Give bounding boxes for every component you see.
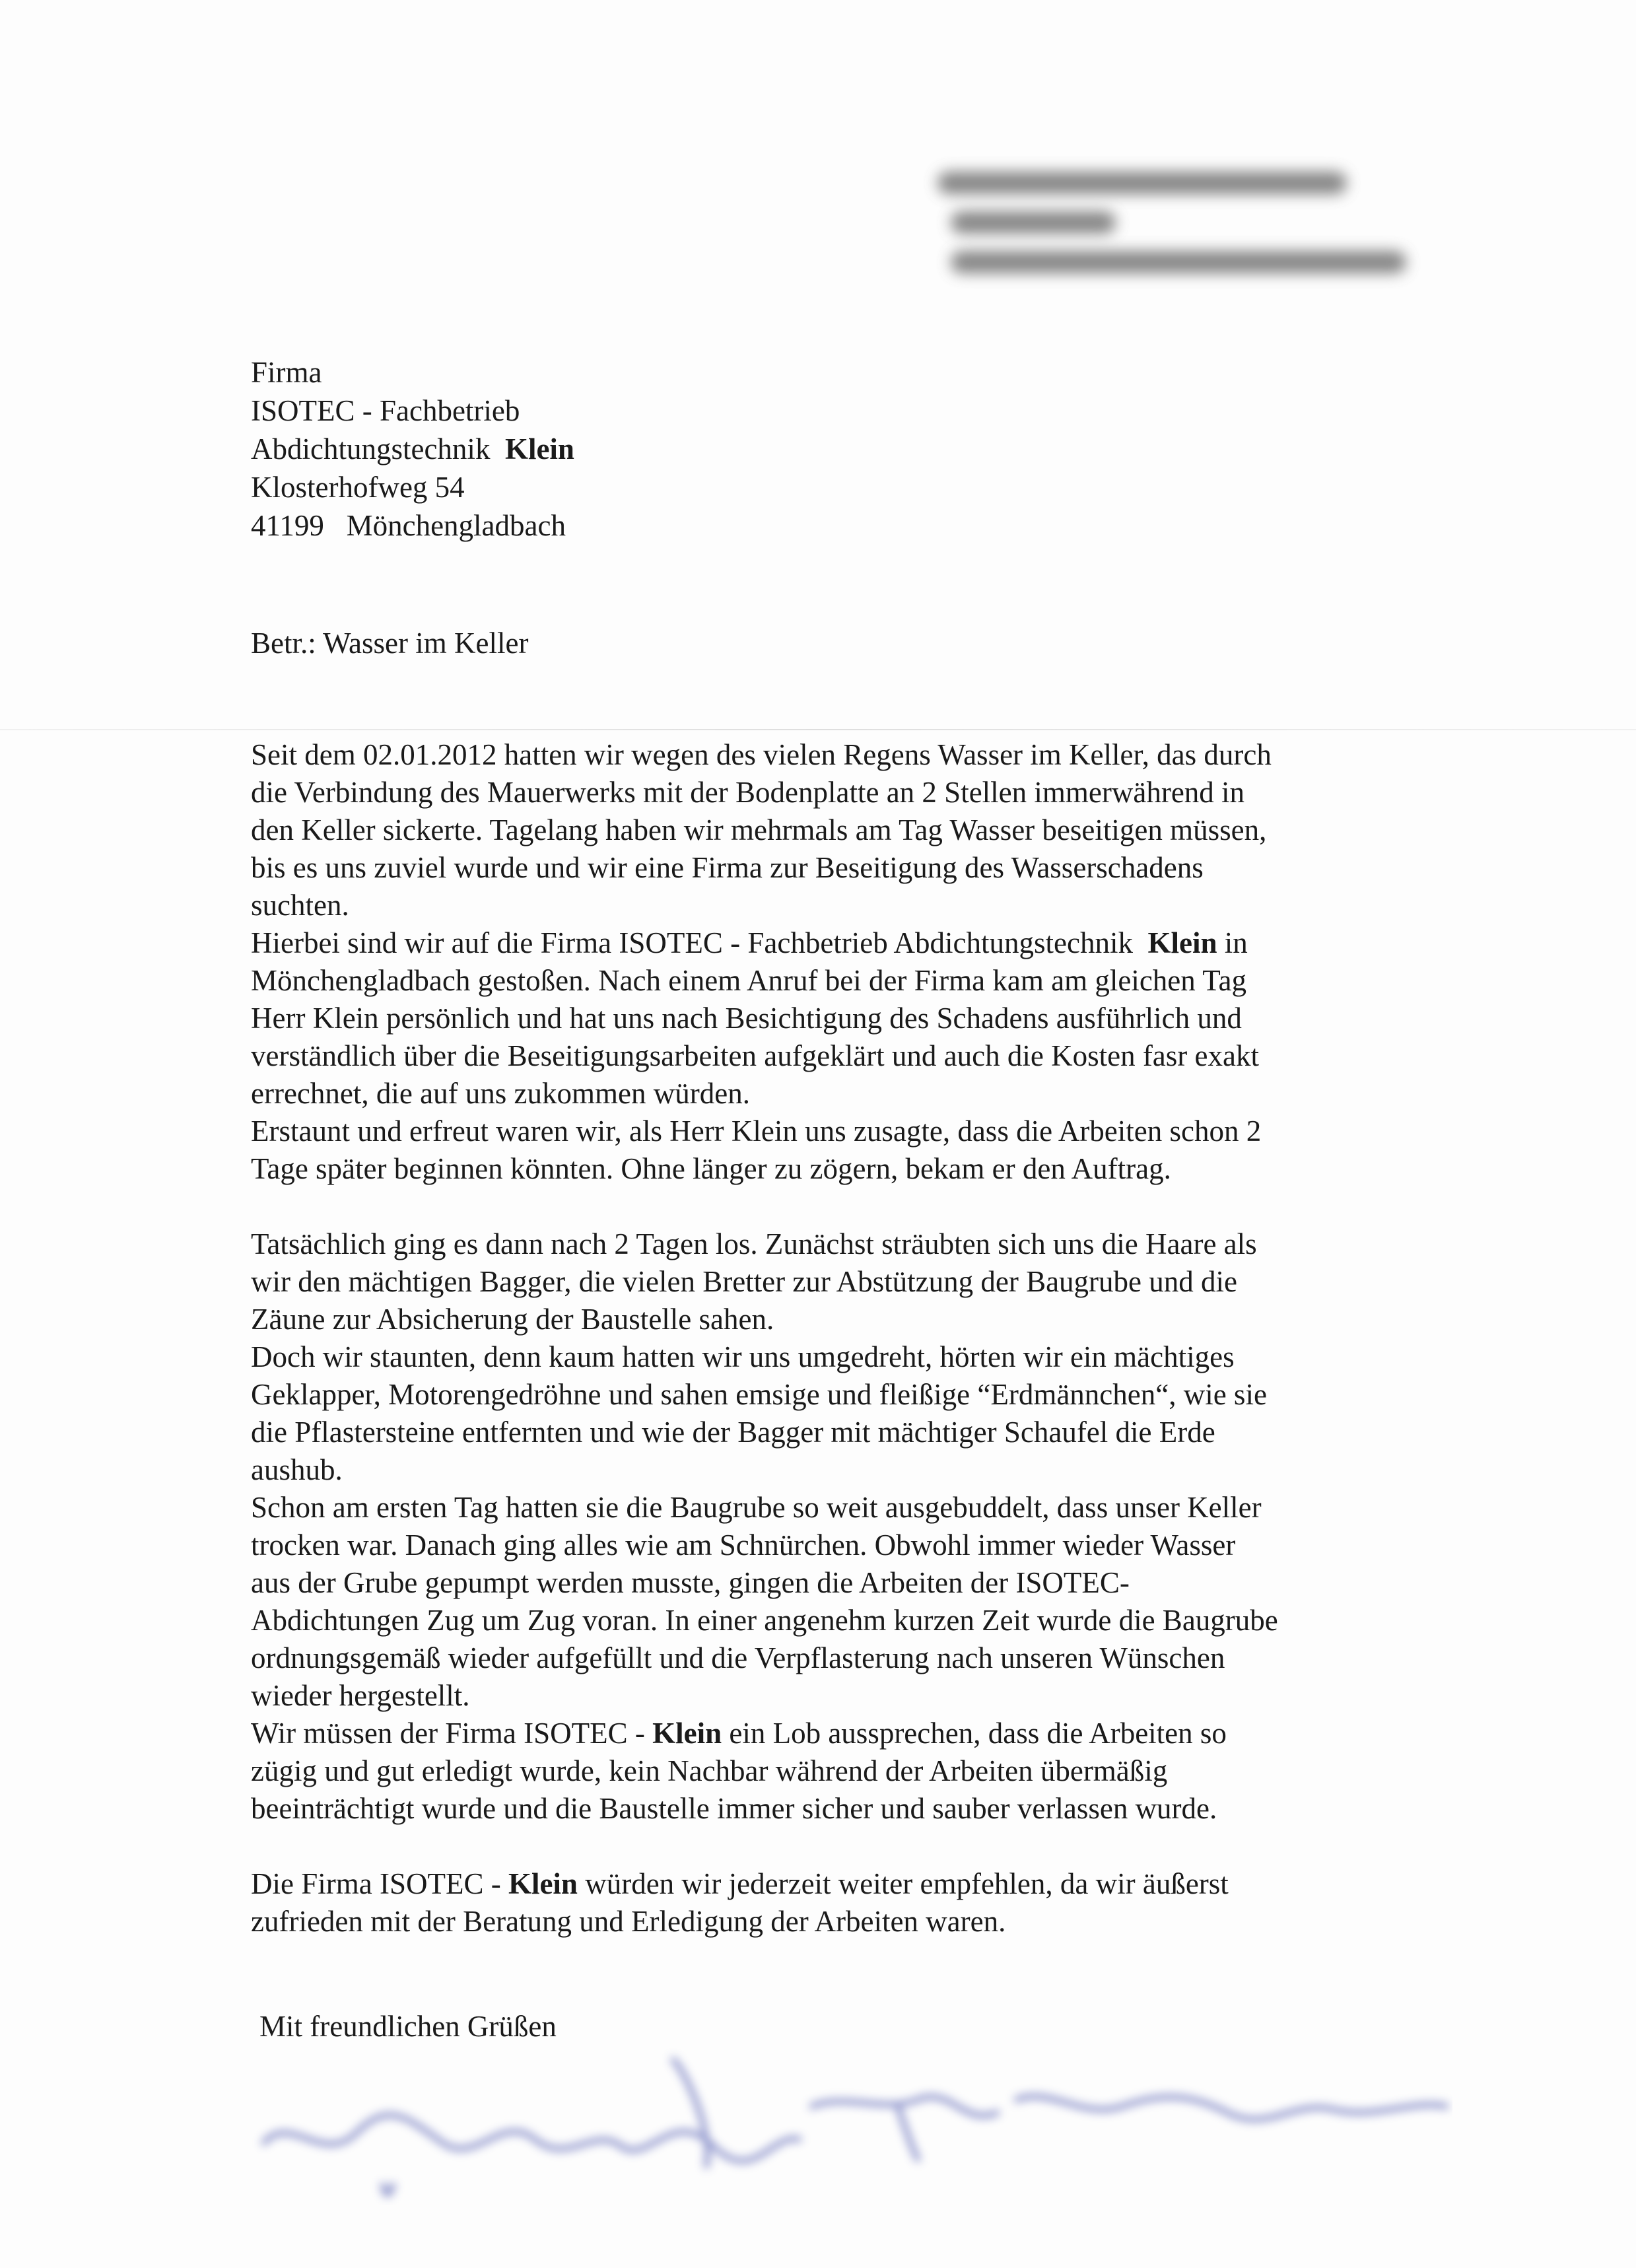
body-line: den Keller sickerte. Tagelang haben wir mehrmals am Tag Wasser beseitigen müssen,: [251, 813, 1267, 846]
recipient-zip: 41199: [251, 509, 324, 542]
body-line: Herr Klein persönlich und hat uns nach Besichtigung des Schadens ausführlich und: [251, 1002, 1242, 1035]
body-line: die Verbindung des Mauerwerks mit der Bodenplatte an 2 Stellen immerwährend in: [251, 776, 1245, 809]
body-line: zufrieden mit der Beratung und Erledigung der Arbeiten waren.: [251, 1905, 1006, 1938]
company-name-bold: Klein: [1147, 926, 1217, 959]
body-line: verständlich über die Beseitigungsarbeiten aufgeklärt und auch die Kosten fasr exakt: [251, 1039, 1259, 1072]
recipient-line-3: [251, 430, 574, 468]
paragraph-gap: [251, 1828, 1439, 1865]
company-name-bold: Klein: [652, 1717, 722, 1750]
sender-address-redacted: [937, 158, 1413, 284]
body-line: Abdichtungen Zug um Zug voran. In einer angenehm kurzen Zeit wurde die Baugrube: [251, 1604, 1278, 1637]
recipient-company-name: Klein: [504, 432, 574, 465]
paragraph-1: [251, 736, 1439, 924]
paragraph-2: [251, 924, 1439, 1188]
paragraph-gap: [251, 1188, 1439, 1225]
recipient-address: [251, 353, 574, 545]
body-line: aus der Grube gepumpt werden musste, gingen die Arbeiten der ISOTEC-: [251, 1566, 1130, 1599]
recipient-city: Mönchengladbach: [346, 509, 566, 542]
body-line: Erstaunt und erfreut waren wir, als Herr Klein uns zusagte, dass die Arbeiten schon 2: [251, 1115, 1262, 1148]
body-line: zügig und gut erledigt wurde, kein Nachbar während der Arbeiten übermäßig: [251, 1754, 1168, 1787]
body-line: Tatsächlich ging es dann nach 2 Tagen los. Zunächst sträubten sich uns die Haare als: [251, 1227, 1257, 1260]
body-line: Tage später beginnen könnten. Ohne länger zu zögern, bekam er den Auftrag.: [251, 1152, 1171, 1185]
body-line: wir den mächtigen Bagger, die vielen Bretter zur Abstützung der Baugrube und die: [251, 1265, 1237, 1298]
signature-redacted: [251, 2034, 1452, 2205]
body-text: würden wir jederzeit weiter empfehlen, da wir äußerst: [585, 1867, 1229, 1900]
body-line: [251, 1865, 1439, 1903]
body-line: trocken war. Danach ging alles wie am Schnürchen. Obwohl immer wieder Wasser: [251, 1529, 1236, 1562]
body-line: wieder hergestellt.: [251, 1679, 470, 1712]
letter-closing: Mit freundlichen Grüßen: [259, 2010, 557, 2043]
body-line: Schon am ersten Tag hatten sie die Baugrube so weit ausgebuddelt, dass unser Keller: [251, 1491, 1262, 1524]
paragraph-5: [251, 1865, 1439, 1941]
company-name-bold: Klein: [508, 1867, 578, 1900]
body-line: die Pflastersteine entfernten und wie der Bagger mit mächtiger Schaufel die Erde: [251, 1416, 1215, 1449]
body-line: bis es uns zuviel wurde und wir eine Firma zur Beseitigung des Wasserschadens: [251, 851, 1204, 884]
body-line: errechnet, die auf uns zukommen würden.: [251, 1077, 750, 1110]
body-text: ein Lob aussprechen, dass die Arbeiten so: [729, 1717, 1227, 1750]
body-line: [251, 924, 1439, 962]
body-line: Seit dem 02.01.2012 hatten wir wegen des vielen Regens Wasser im Keller, das durch: [251, 738, 1272, 771]
paper-fold-line: [0, 729, 1636, 730]
body-line: [251, 1715, 1439, 1752]
recipient-line-3-prefix: Abdichtungstechnik: [251, 432, 491, 465]
body-line: ordnungsgemäß wieder aufgefüllt und die Verpflasterung nach unseren Wünschen: [251, 1641, 1225, 1674]
body-text: in: [1224, 926, 1248, 959]
body-line: beeinträchtigt wurde und die Baustelle immer sicher und sauber verlassen wurde.: [251, 1792, 1217, 1825]
recipient-line-4: Klosterhofweg 54: [251, 471, 465, 504]
body-text: Wir müssen der Firma ISOTEC -: [251, 1717, 645, 1750]
paragraph-3: [251, 1225, 1439, 1715]
recipient-line-2: ISOTEC - Fachbetrieb: [251, 394, 520, 427]
body-line: suchten.: [251, 889, 349, 922]
body-text: Hierbei sind wir auf die Firma ISOTEC - Fachbetrieb Abdichtungstechnik: [251, 926, 1133, 959]
body-line: Doch wir staunten, denn kaum hatten wir uns umgedreht, hörten wir ein mächtiges: [251, 1340, 1235, 1373]
recipient-line-1: Firma: [251, 356, 322, 389]
signature-scribble-icon: [251, 2034, 1452, 2205]
body-text: Die Firma ISOTEC -: [251, 1867, 501, 1900]
body-line: Zäune zur Absicherung der Baustelle sahen.: [251, 1303, 774, 1336]
paragraph-4: [251, 1715, 1439, 1828]
body-line: Mönchengladbach gestoßen. Nach einem Anruf bei der Firma kam am gleichen Tag: [251, 964, 1247, 997]
body-line: Geklapper, Motorengedröhne und sahen emsige und fleißige “Erdmännchen“, wie sie: [251, 1378, 1267, 1411]
letter-body: [251, 736, 1439, 1941]
recipient-line-5: [251, 506, 574, 545]
body-line: aushub.: [251, 1453, 343, 1486]
letter-subject: Betr.: Wasser im Keller: [251, 627, 529, 660]
